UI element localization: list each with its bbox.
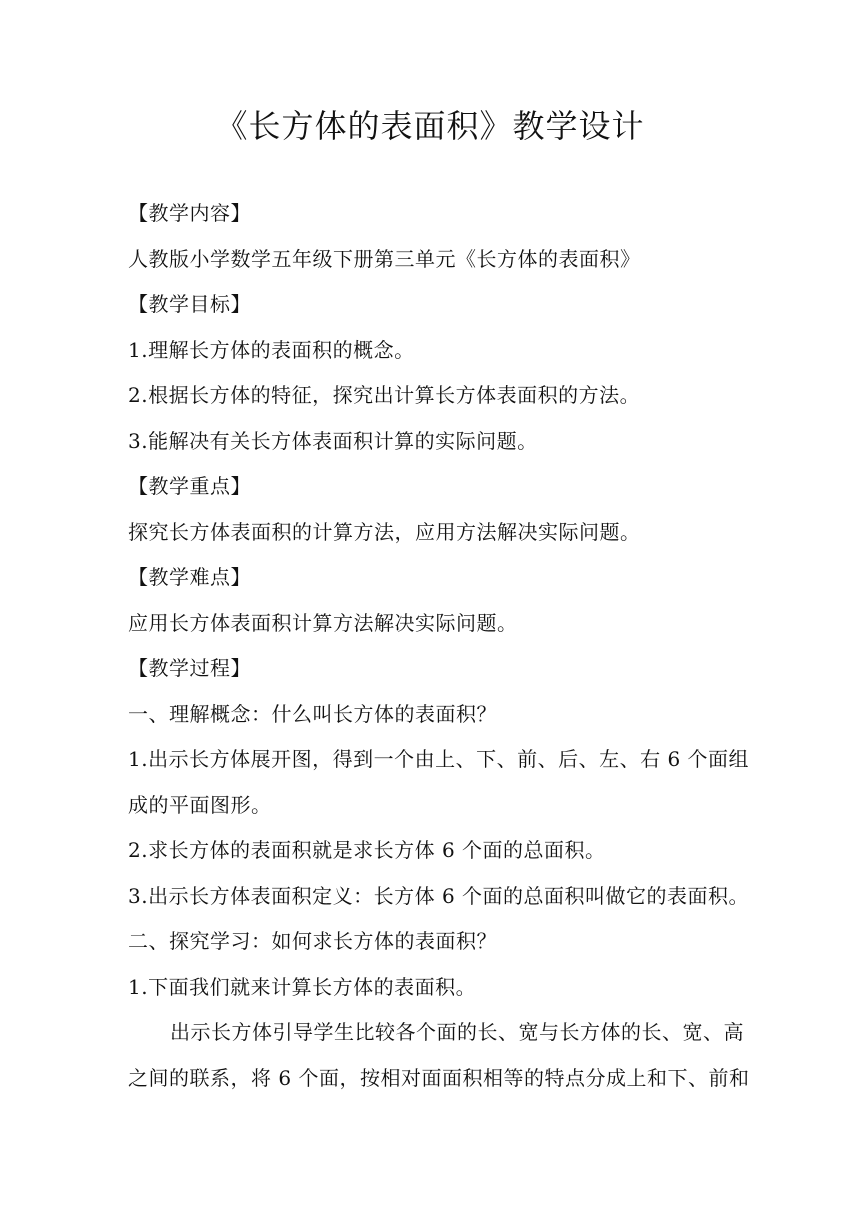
section-heading-process: 【教学过程】 <box>128 656 251 680</box>
paragraph-line: 应用长方体表面积计算方法解决实际问题。 <box>128 610 518 635</box>
paragraph-line: 1.下面我们就来计算长方体的表面积。 <box>128 974 477 999</box>
paragraph-line: 之间的联系，将 6 个面，按相对面面积相等的特点分成上和下、前和 <box>128 1065 750 1090</box>
paragraph-line: 3.出示长方体表面积定义：长方体 6 个面的总面积叫做它的表面积。 <box>128 883 750 908</box>
paragraph-line: 成的平面图形。 <box>128 792 272 817</box>
paragraph-line: 3.能解决有关长方体表面积计算的实际问题。 <box>128 428 538 453</box>
paragraph-line: 2.根据长方体的特征，探究出计算长方体表面积的方法。 <box>128 383 641 407</box>
section-heading-difficulties: 【教学难点】 <box>128 565 251 589</box>
section-heading-objectives: 【教学目标】 <box>128 292 251 316</box>
paragraph-line: 2.求长方体的表面积就是求长方体 6 个面的总面积。 <box>128 838 606 862</box>
paragraph-line: 出示长方体引导学生比较各个面的长、宽与长方体的长、宽、高 <box>170 1020 744 1044</box>
paragraph-line: 一、理解概念：什么叫长方体的表面积？ <box>128 701 497 726</box>
document-title: 《长方体的表面积》教学设计 <box>215 107 645 145</box>
paragraph-line: 1.出示长方体展开图，得到一个由上、下、前、后、左、右 6 个面组 <box>128 747 750 771</box>
section-heading-key-points: 【教学重点】 <box>128 474 251 498</box>
paragraph-line: 人教版小学数学五年级下册第三单元《长方体的表面积》 <box>128 246 641 271</box>
section-heading-content: 【教学内容】 <box>128 201 251 225</box>
paragraph-line: 二、探究学习：如何求长方体的表面积？ <box>128 929 497 953</box>
document-body <box>128 198 750 1108</box>
paragraph-line: 探究长方体表面积的计算方法，应用方法解决实际问题。 <box>128 519 641 544</box>
paragraph-line: 1.理解长方体的表面积的概念。 <box>128 337 415 362</box>
